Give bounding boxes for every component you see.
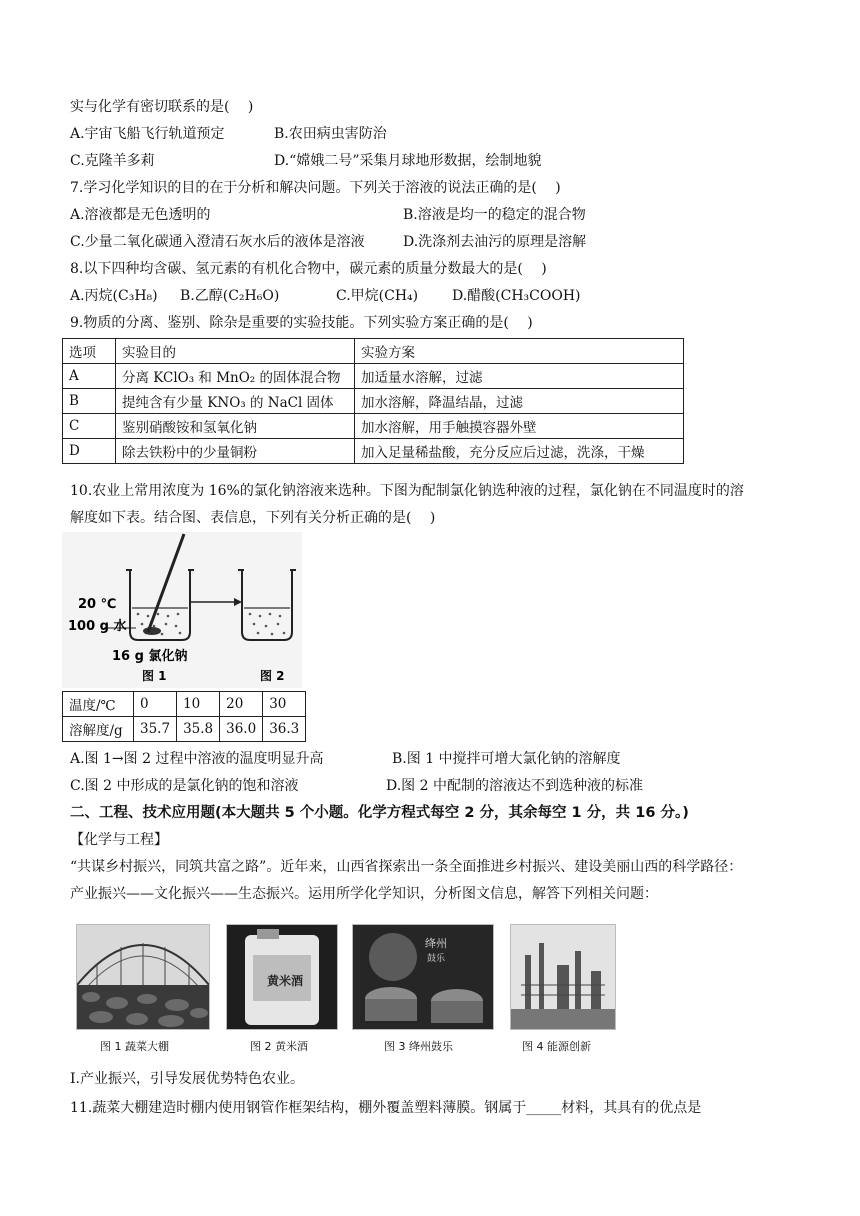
table-cell: C (63, 414, 116, 439)
fig-solute-label: 16 g 氯化钠 (112, 649, 188, 664)
section2-heading: 二、工程、技术应用题(本大题共 5 个小题。化学方程式每空 2 分，其余每空 1 分，共 16 分。) (70, 805, 689, 821)
table-cell: 36.3 (263, 717, 306, 742)
section2-intro-line1: “共谋乡村振兴，同筑共富之路”。近年来，山西省探索出一条全面推进乡村振兴、建设美丽山西的科学路径： (70, 859, 743, 875)
table-row (63, 414, 684, 439)
fig-temp-label: 20 ℃ (78, 597, 117, 612)
photo-caption-2: 图 2 黄米酒 (250, 1040, 308, 1053)
q10-stem-line2: 解度如下表。结合图、表信息，下列有关分析正确的是( ) (70, 510, 436, 526)
table-cell: B (63, 389, 116, 414)
beaker-figure (62, 532, 302, 688)
table-cell: 提纯含有少量 KNO₃ 的 NaCl 固体 (116, 389, 355, 414)
table-row (63, 364, 684, 389)
table-row (63, 439, 684, 464)
fig-water-label: 100 g 水 (68, 619, 127, 634)
fig2-caption: 图 2 (260, 669, 285, 683)
q7-option-a: A.溶液都是无色透明的 (70, 207, 211, 223)
q10-option-d: D.图 2 中配制的溶液达不到选种液的标准 (386, 778, 643, 794)
fig1-caption: 图 1 (142, 669, 167, 683)
table-cell: 35.8 (177, 717, 220, 742)
table-row (63, 717, 306, 742)
q6-option-b: B.农田病虫害防治 (274, 126, 387, 142)
table-cell: 35.7 (134, 717, 177, 742)
table-row (63, 692, 306, 717)
q8-stem: 8.以下四种均含碳、氢元素的有机化合物中，碳元素的质量分数最大的是( ) (70, 261, 547, 277)
q10-option-c: C.图 2 中形成的是氯化钠的饱和溶液 (70, 778, 299, 794)
q6-option-d: D.“嫦娥二号”采集月球地形数据，绘制地貌 (274, 153, 542, 169)
q8-option-a: A.丙烷(C₃H₈) (70, 288, 158, 304)
table-header-cell: 实验方案 (355, 339, 684, 364)
table-header-cell: 选项 (63, 339, 116, 364)
q8-option-b: B.乙醇(C₂H₆O) (180, 288, 280, 304)
drum-sign-text-line: 绛州 (425, 937, 447, 950)
q6-stem-end: 实与化学有密切联系的是( ) (70, 99, 254, 115)
photo-caption-4: 图 4 能源创新 (522, 1040, 591, 1053)
table-cell: 加入足量稀盐酸，充分反应后过滤，洗涤，干燥 (355, 439, 684, 464)
drum-sign-text-line: 鼓乐 (427, 954, 446, 964)
q6-option-a: A.宇宙飞船飞行轨道预定 (70, 126, 225, 142)
q9-table (62, 338, 684, 464)
greenhouse-photo (76, 924, 210, 1030)
q10-stem-line1: 10.农业上常用浓度为 16%的氯化钠溶液来选种。下图为配制氯化钠选种液的过程，氯化钠在不同温度时的溶 (70, 483, 744, 499)
section2-tag: 【化学与工程】 (70, 832, 168, 848)
q8-option-c: C.甲烷(CH₄) (336, 288, 419, 304)
temp-label-cell: 温度/℃ (63, 692, 134, 717)
photo-caption-3: 图 3 绛州鼓乐 (384, 1040, 453, 1053)
rice-wine-photo (226, 924, 338, 1030)
table-cell: 加适量水溶解，过滤 (355, 364, 684, 389)
solubility-label-cell: 溶解度/g (63, 717, 134, 742)
photo-caption-1: 图 1 蔬菜大棚 (100, 1040, 169, 1053)
table-cell: 鉴别硝酸铵和氢氧化钠 (116, 414, 355, 439)
q7-option-c: C.少量二氧化碳通入澄清石灰水后的液体是溶液 (70, 234, 365, 250)
table-header-row (63, 339, 684, 364)
table-cell: 30 (263, 692, 306, 717)
q8-option-d: D.醋酸(CH₃COOH) (452, 288, 581, 304)
energy-plant-photo (510, 924, 616, 1030)
section2-sub1: Ⅰ.产业振兴，引导发展优势特色农业。 (70, 1071, 304, 1087)
drum-music-photo (352, 924, 494, 1030)
q7-option-d: D.洗涤剂去油污的原理是溶解 (403, 234, 587, 250)
q10-option-a: A.图 1→图 2 过程中溶液的温度明显升高 (70, 751, 324, 767)
q6-option-c: C.克隆羊多莉 (70, 153, 155, 169)
table-cell: 36.0 (220, 717, 263, 742)
solubility-table (62, 691, 306, 742)
section2-intro-line2: 产业振兴——文化振兴——生态振兴。运用所学化学知识，分析图文信息，解答下列相关问题： (70, 886, 658, 902)
table-cell: 10 (177, 692, 220, 717)
table-cell: 分离 KClO₃ 和 MnO₂ 的固体混合物 (116, 364, 355, 389)
table-cell: 20 (220, 692, 263, 717)
table-cell: D (63, 439, 116, 464)
table-cell: 0 (134, 692, 177, 717)
table-cell: 除去铁粉中的少量铜粉 (116, 439, 355, 464)
q10-option-b: B.图 1 中搅拌可增大氯化钠的溶解度 (392, 751, 621, 767)
table-cell: 加水溶解，用手触摸容器外壁 (355, 414, 684, 439)
table-header-cell: 实验目的 (116, 339, 355, 364)
wine-label-text: 黄米酒 (267, 974, 304, 988)
table-row (63, 389, 684, 414)
table-cell: A (63, 364, 116, 389)
q11-stem: 11.蔬菜大棚建造时棚内使用钢管作框架结构，棚外覆盖塑料薄膜。钢属于_____材料，其具有的优点是 (70, 1100, 702, 1116)
table-cell: 加水溶解，降温结晶，过滤 (355, 389, 684, 414)
q7-stem: 7.学习化学知识的目的在于分析和解决问题。下列关于溶液的说法正确的是( ) (70, 180, 561, 196)
q9-stem: 9.物质的分离、鉴别、除杂是重要的实验技能。下列实验方案正确的是( ) (70, 315, 533, 331)
q7-option-b: B.溶液是均一的稳定的混合物 (403, 207, 586, 223)
